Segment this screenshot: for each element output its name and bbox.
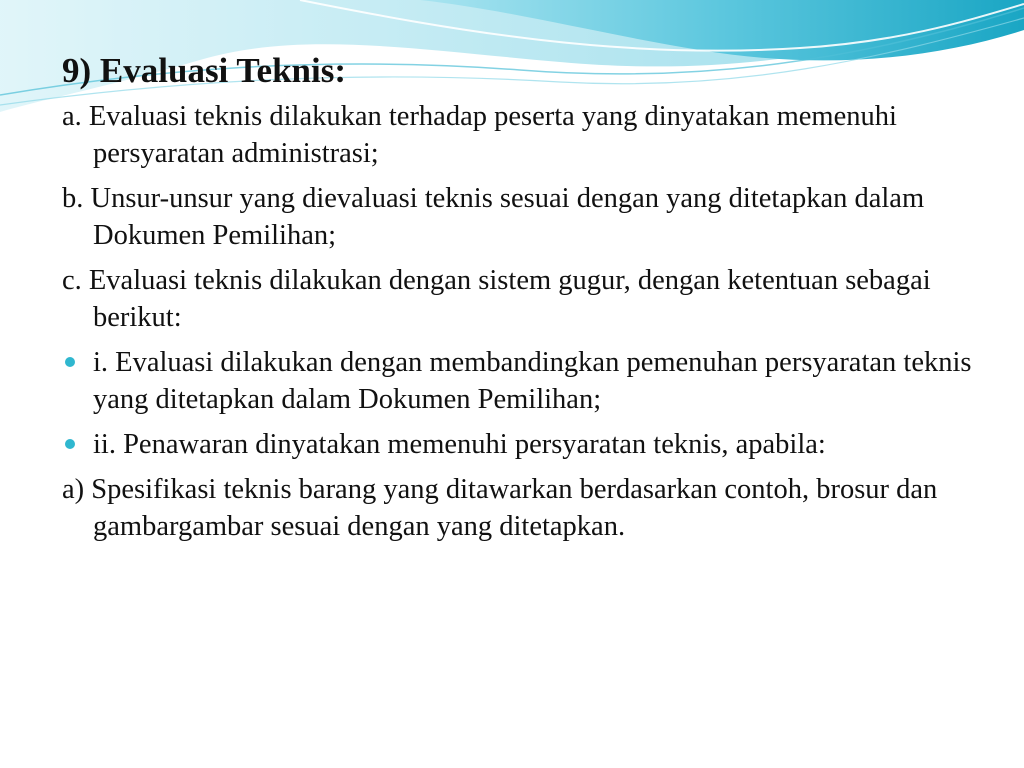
paragraph-a: a. Evaluasi teknis dilakukan terhadap peserta yang dinyatakan memenuhi persyaratan administrasi; — [62, 101, 897, 169]
bullet-dot-icon — [65, 439, 75, 449]
bullet-item-i-text: i. Evaluasi dilakukan dengan membandingkan pemenuhan persyaratan teknis yang ditetapkan dalam Dokumen Pemilihan; — [93, 347, 972, 415]
bullet-item-ii-text: ii. Penawaran dinyatakan memenuhi persyaratan teknis, apabila: — [93, 429, 826, 460]
paragraph-c: c. Evaluasi teknis dilakukan dengan sistem gugur, dengan ketentuan sebagai berikut: — [62, 265, 931, 333]
slide-content — [62, 50, 972, 553]
paragraph-a-sub: a) Spesifikasi teknis barang yang ditawarkan berdasarkan contoh, brosur dan gambargambar sesuai dengan yang ditetapkan. — [62, 474, 938, 542]
bullet-item-i — [62, 344, 972, 418]
bullet-dot-icon — [65, 357, 75, 367]
slide-title: 9) Evaluasi Teknis: — [62, 51, 346, 90]
bullet-item-ii — [62, 426, 972, 463]
paragraph-b: b. Unsur-unsur yang dievaluasi teknis sesuai dengan yang ditetapkan dalam Dokumen Pemilihan; — [62, 183, 925, 251]
